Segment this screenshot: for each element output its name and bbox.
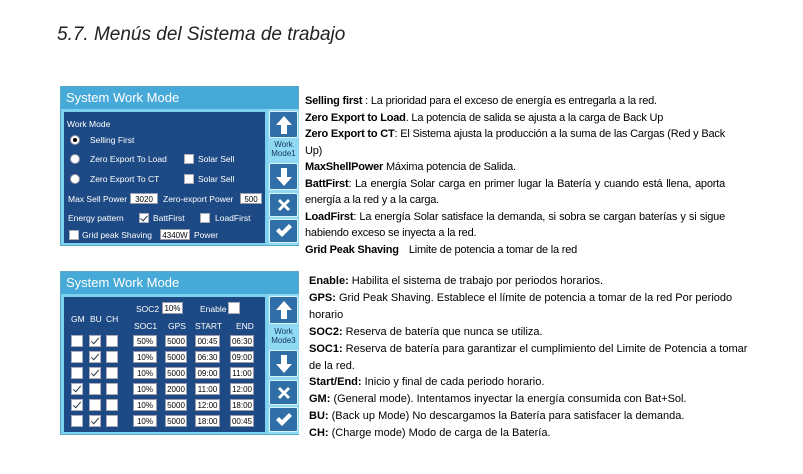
col-bu: BU <box>90 314 102 324</box>
gps-input[interactable]: 5000 <box>165 399 187 411</box>
bu-checkbox[interactable] <box>89 367 101 379</box>
soc1-input[interactable]: 10% <box>133 415 157 427</box>
mode-label: Work Mode1 <box>271 140 296 158</box>
gm-checkbox[interactable] <box>71 383 83 395</box>
work-mode-panel-2 <box>60 271 299 435</box>
desc-line: BattFirst: La energía Solar carga en primer lugar la Batería y cuando está llena, aporta energía a la red y a la carga. <box>305 177 725 206</box>
work-mode-panel-1 <box>60 86 299 246</box>
side-controls <box>268 109 299 245</box>
desc-line: Start/End: Inicio y final de cada periodo horario. <box>309 376 545 389</box>
ch-checkbox[interactable] <box>106 399 118 411</box>
col-gps: GPS <box>168 321 186 331</box>
power-label: Power <box>194 230 219 240</box>
panel-header: System Work Mode <box>61 87 298 109</box>
max-sell-power-input[interactable]: 3020 <box>130 193 158 204</box>
ch-checkbox[interactable] <box>106 351 118 363</box>
start-input[interactable]: 06:30 <box>195 351 220 363</box>
arrow-up-icon <box>275 300 293 320</box>
panel-body <box>64 112 265 243</box>
desc-line: Zero Export to Load. La potencia de salida se ajusta a la carga de Back Up <box>305 111 664 124</box>
end-input[interactable]: 00:45 <box>231 417 253 426</box>
gm-checkbox[interactable] <box>71 415 83 427</box>
confirm-button[interactable] <box>269 219 298 243</box>
enable-checkbox[interactable] <box>228 302 240 314</box>
gm-checkbox[interactable] <box>71 367 83 379</box>
bu-checkbox[interactable] <box>89 335 101 347</box>
batt-first-checkbox[interactable] <box>139 213 149 223</box>
end-input[interactable]: 11:00 <box>230 367 254 379</box>
mode-label: Work Mode3 <box>271 327 296 345</box>
soc2-label: SOC2 <box>136 304 160 314</box>
mode1-description <box>305 93 725 258</box>
arrow-down-icon <box>275 354 293 374</box>
start-input[interactable]: 09:00 <box>195 367 220 379</box>
bu-checkbox[interactable] <box>89 351 101 363</box>
ch-checkbox[interactable] <box>106 335 118 347</box>
bu-checkbox[interactable] <box>89 399 101 411</box>
soc1-input[interactable]: 10% <box>133 367 157 379</box>
zero-export-ct-label: Zero Export To CT <box>90 174 160 184</box>
gm-checkbox[interactable] <box>71 335 83 347</box>
start-input[interactable]: 11:00 <box>195 383 220 395</box>
down-button[interactable] <box>269 350 298 377</box>
end-input[interactable]: 06:30 <box>231 337 253 346</box>
load-first-checkbox[interactable] <box>200 213 210 223</box>
desc-line: LoadFirst: La energía Solar satisface la demanda, si sobra se cargan baterías y si sigue habiendo exceso se inyecta a la red. <box>305 210 725 239</box>
start-input[interactable]: 00:45 <box>195 335 220 347</box>
desc-line: MaxShellPower Máxima potencia de Salida. <box>305 161 516 173</box>
col-ch: CH <box>106 314 119 324</box>
soc1-input[interactable]: 50% <box>133 335 157 347</box>
desc-line: Enable: Habilita el sistema de trabajo por periodos horarios. <box>309 275 604 287</box>
batt-first-label: BattFirst <box>153 213 185 223</box>
confirm-button[interactable] <box>269 407 298 432</box>
gps-input[interactable]: 5000 <box>165 415 187 427</box>
desc-line: CH: (Charge mode) Modo de carga de la Batería. <box>309 427 551 440</box>
soc1-input[interactable]: 10% <box>133 383 157 395</box>
zero-export-power-input[interactable]: 500 <box>240 193 262 204</box>
desc-line: BU: (Back up Mode) No descargamos la Batería para satisfacer la demanda. <box>309 410 685 423</box>
solar-sell-label-1: Solar Sell <box>198 154 235 164</box>
desc-line: GM: (General mode). Intentamos inyectar la energía consumida con Bat+Sol. <box>309 393 687 406</box>
mode3-description <box>309 273 749 442</box>
desc-line: GPS: Grid Peak Shaving. Establece el límite de potencia a tomar de la red Por periodo horario <box>309 291 733 321</box>
soc2-input[interactable]: 10% <box>162 302 183 314</box>
selling-first-label: Selling First <box>90 135 135 145</box>
cancel-button[interactable] <box>269 380 298 405</box>
gps-input[interactable]: 5000 <box>165 335 187 347</box>
desc-line: Zero Export to CT: El Sistema ajusta la producción a la suma de las Cargas (Red y Back Up) <box>305 128 725 157</box>
gps-input[interactable]: 2000 <box>165 383 187 395</box>
desc-line: SOC2: Reserva de batería que nunca se utiliza. <box>309 325 543 338</box>
col-start: START <box>195 321 223 331</box>
panel-body <box>64 297 265 432</box>
col-end: END <box>236 321 254 331</box>
ch-checkbox[interactable] <box>106 383 118 395</box>
desc-line: SOC1: Reserva de batería para garantizar el cumplimiento del Limite de Potencia a tomar de la red. <box>309 342 748 372</box>
checkmark-icon <box>275 412 293 428</box>
end-input[interactable]: 09:00 <box>231 353 253 362</box>
start-input[interactable]: 18:00 <box>195 415 220 427</box>
down-button[interactable] <box>269 163 298 190</box>
gps-input[interactable]: 5000 <box>165 367 187 379</box>
solar-sell-label-2: Solar Sell <box>198 174 235 184</box>
panel-header: System Work Mode <box>61 272 298 294</box>
desc-line: Selling first : La prioridad para el exceso de energía es entregarla a la red. <box>305 95 657 107</box>
start-input[interactable]: 12:00 <box>195 399 220 411</box>
soc1-input[interactable]: 10% <box>133 399 157 411</box>
zero-export-load-label: Zero Export To Load <box>90 154 167 164</box>
desc-line: Grid Peak Shaving Limite de potencia a tomar de la red <box>305 243 578 256</box>
checkmark-icon <box>275 223 293 239</box>
up-button[interactable] <box>269 111 298 138</box>
arrow-down-icon <box>275 167 293 187</box>
zero-export-power-label: Zero-export Power <box>163 194 234 204</box>
page-title: 5.7. Menús del Sistema de trabajo <box>57 24 346 45</box>
grid-peak-label: Grid peak Shaving <box>82 230 152 240</box>
gm-checkbox[interactable] <box>71 399 83 411</box>
cancel-button[interactable] <box>269 193 298 217</box>
gm-checkbox[interactable] <box>71 351 83 363</box>
soc1-input[interactable]: 10% <box>133 351 157 363</box>
bu-checkbox[interactable] <box>89 383 101 395</box>
zero-export-load-radio[interactable] <box>70 154 80 164</box>
close-icon <box>276 385 292 401</box>
max-sell-power-label: Max Sell Power <box>68 194 128 204</box>
arrow-up-icon <box>275 115 293 135</box>
side-controls <box>268 294 299 434</box>
close-icon <box>276 197 292 213</box>
selling-first-radio[interactable] <box>70 135 80 145</box>
col-gm: GM <box>71 314 85 324</box>
col-soc1: SOC1 <box>134 321 158 331</box>
zero-export-ct-radio[interactable] <box>70 174 80 184</box>
gps-input[interactable]: 5000 <box>165 351 187 363</box>
ch-checkbox[interactable] <box>106 415 118 427</box>
solar-sell-checkbox-2[interactable] <box>184 174 194 184</box>
end-input[interactable]: 12:00 <box>231 385 253 394</box>
load-first-label: LoadFirst <box>215 213 251 223</box>
ch-checkbox[interactable] <box>106 367 118 379</box>
grid-peak-checkbox[interactable] <box>69 230 79 240</box>
energy-pattern-label: Energy pattern <box>68 213 124 223</box>
solar-sell-checkbox-1[interactable] <box>184 154 194 164</box>
grid-peak-power-input[interactable]: 4340W <box>160 229 190 240</box>
end-input[interactable]: 18:00 <box>231 401 253 410</box>
work-mode-label: Work Mode <box>67 119 111 129</box>
enable-label: Enable <box>200 304 227 314</box>
bu-checkbox[interactable] <box>89 415 101 427</box>
up-button[interactable] <box>269 296 298 324</box>
